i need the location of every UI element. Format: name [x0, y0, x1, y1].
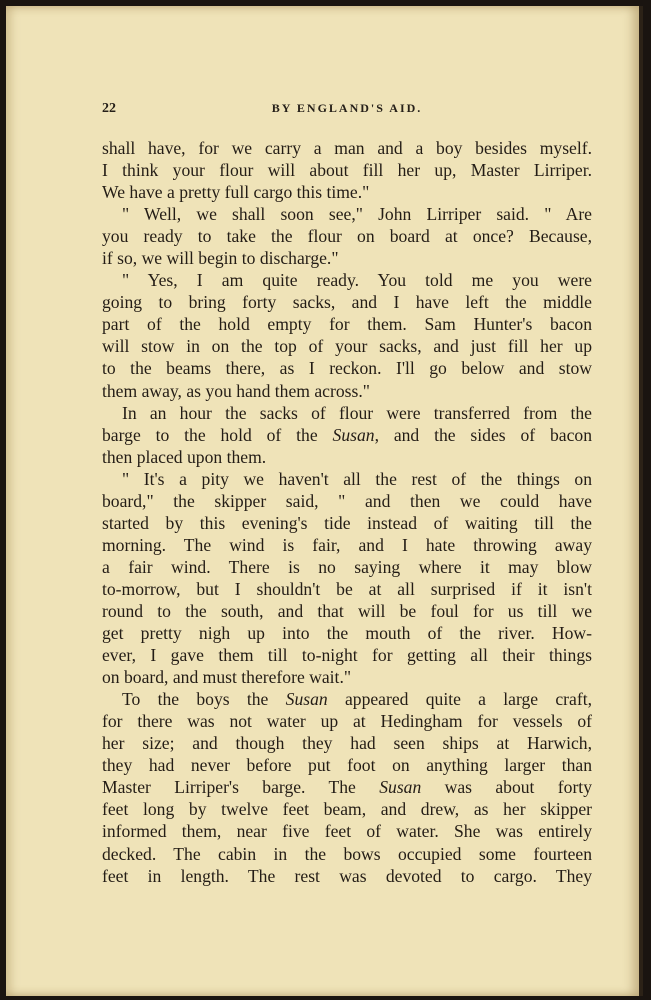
text-line: shall have, for we carry a man and a boy besides myself. [102, 138, 592, 158]
text-line: In an hour the sacks of flour were transferred from the [122, 402, 592, 423]
text-line: decked. The cabin in the bows occupied some fourteen [102, 843, 592, 864]
text-line: for there was not water up at Hedingham for vessels of [102, 711, 592, 732]
running-title: BY ENGLAND'S AID. [271, 101, 423, 115]
text-line: a fair wind. There is no saying where it may blow [102, 556, 592, 577]
text-line: her size; and though they had seen ships at Harwich, [102, 733, 592, 754]
text-line: To the boys the Susan appeared quite a large craft, [122, 689, 592, 710]
text-line: ever, I gave them till to-night for getting all their things [102, 645, 592, 666]
text-line: " Well, we shall soon see," John Lirriper said. " Are [122, 204, 592, 225]
text-line: going to bring forty sacks, and I have left the middle [102, 292, 592, 313]
text-line: We have a pretty full cargo this time." [102, 182, 370, 203]
text-line: Master Lirriper's barge. The Susan was about forty [102, 777, 592, 798]
text-line: on board, and must therefore wait." [102, 667, 352, 688]
text-line: part of the hold empty for them. Sam Hunter's bacon [102, 314, 592, 335]
text-line: " It's a pity we haven't all the rest of the things on [122, 468, 592, 489]
text-line: morning. The wind is fair, and I hate throwing away [102, 534, 592, 555]
text-line: you ready to take the flour on board at once? Because, [102, 226, 592, 247]
text-line: get pretty nigh up into the mouth of the river. How- [102, 623, 592, 644]
book-page [6, 6, 643, 996]
text-line: round to the south, and that will be foul for us till we [102, 600, 592, 621]
text-line: feet in length. The rest was devoted to cargo. They [102, 865, 592, 886]
text-line: barge to the hold of the Susan, and the sides of bacon [102, 424, 592, 445]
text-line: if so, we will begin to discharge." [102, 248, 339, 269]
text-line: to the beams there, as I reckon. I'll go below and stow [102, 358, 592, 379]
text-line: I think your flour will about fill her up, Master Lirriper. [102, 160, 592, 181]
text-line: then placed upon them. [102, 446, 267, 467]
text-line: they had never before put foot on anything larger than [102, 755, 592, 776]
text-line: to-morrow, but I shouldn't be at all surprised if it isn't [102, 578, 592, 599]
text-line: " Yes, I am quite ready. You told me you were [122, 270, 592, 291]
text-line: feet long by twelve feet beam, and drew, as her skipper [102, 799, 592, 820]
text-line: started by this evening's tide instead of waiting till the [102, 512, 592, 533]
body-text [102, 137, 592, 887]
text-line: will stow in on the top of your sacks, and just fill her up [102, 336, 592, 357]
page-header [102, 101, 592, 121]
text-line: board," the skipper said, " and then we could have [102, 490, 592, 511]
text-line: informed them, near five feet of water. She was entirely [102, 821, 592, 842]
page-number: 22 [102, 101, 116, 116]
text-line: them away, as you hand them across." [102, 380, 370, 401]
